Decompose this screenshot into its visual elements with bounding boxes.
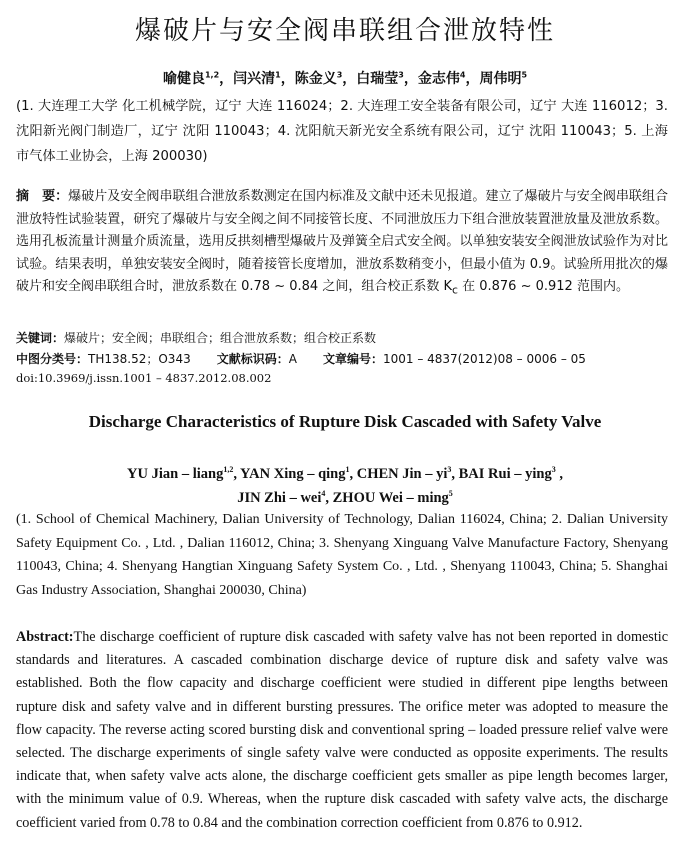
english-authors-line-1: [0, 462, 690, 486]
author-affiliation-marker: 5: [521, 70, 528, 80]
author-separator: ，: [403, 71, 418, 87]
author-affiliation-marker: 1: [345, 465, 350, 475]
author-separator: ,: [233, 466, 241, 482]
english-authors-line-2: [0, 486, 690, 510]
doccode-label: 文献标识码：: [216, 352, 289, 366]
author-separator: ，: [465, 71, 480, 87]
author-separator: ，: [342, 71, 357, 87]
english-abstract-label: Abstract:: [16, 629, 74, 645]
chinese-affiliations: (1. 大连理工大学 化工机械学院，辽宁 大连 116024；2. 大连理工安全装备有限公司，辽宁 大连 116012；3. 沈阳新光阀门制造厂，辽宁 沈阳 110043；4. 沈阳航天新光安全系统有限公司，辽宁 沈阳 110043；5. 上海市气体工业协会，上海 200030): [16, 99, 668, 164]
english-author-list: [0, 462, 690, 510]
author-name: 金志伟: [417, 71, 460, 87]
author-separator: ,: [349, 466, 357, 482]
author-name: YAN Xing – qing: [240, 466, 346, 482]
author-name: YU Jian – liang: [127, 466, 224, 482]
doccode-value: A: [288, 352, 297, 366]
author-affiliation-marker: 3: [447, 465, 452, 475]
chinese-abstract-text: 爆破片及安全阀串联组合泄放系数测定在国内标准及文献中还未见报道。建立了爆破片与安全阀串联组合泄放特性试验装置，研究了爆破片与安全阀之间不同接管长度、不同泄放压力下组合泄放装置泄放量及泄放系数。选用孔板流量计测量介质流量，选用反拱刻槽型爆破片及弹簧全启式安全阀。以单独安装安全阀泄放试验作为对比试验。结果表明，单独安装安全阀时，随着接管长度增加，泄放系数稍变小，但最小值为 0.9。试验所用批次的爆破片和安全阀串联组合时，泄放系数在 0.78 ~ 0.84 之间，组合校正系数 K: [16, 189, 668, 294]
author-affiliation-marker: 5: [448, 489, 453, 499]
article-number-label: 文章编号：: [322, 352, 383, 366]
keywords-label: 关键词：: [16, 331, 65, 345]
chinese-abstract-label: 摘 要：: [16, 189, 69, 204]
english-affiliations: (1. School of Chemical Machinery, Dalian University of Technology, Dalian 116024, China; 2. Dalian University Safety Equipment Co. , Ltd. , Dalian 116012, China; 3. Shenyang Xinguang Valve Manufacture Factory, Shenyang 110043, China; 4. Shenyang Hangtian Xinguang Safety System Co. , Ltd. , Shenyang 110043, China; 5. Shanghai Gas Industry Association, Shanghai 200030, China): [16, 512, 668, 598]
english-abstract: [16, 626, 668, 835]
doi-line: doi:10.3969/j.issn.1001 – 4837.2012.08.002: [16, 371, 272, 385]
author-separator: ，: [219, 71, 234, 87]
clc-label: 中图分类号：: [16, 352, 89, 366]
chinese-title: 爆破片与安全阀串联组合泄放特性: [134, 16, 555, 46]
author-name: 喻健良: [162, 71, 205, 87]
author-affiliation-marker: 3: [398, 70, 404, 80]
author-name: 周伟明: [479, 71, 522, 87]
chinese-abstract: [16, 186, 668, 302]
author-affiliation-marker: 4: [459, 70, 466, 80]
keywords-text: 爆破片；安全阀；串联组合；组合泄放系数；组合校正系数: [64, 331, 377, 345]
chinese-abstract-subscript: c: [451, 283, 458, 297]
author-name: 陈金义: [294, 71, 337, 87]
author-name: ZHOU Wei – ming: [332, 490, 449, 506]
author-affiliation-marker: 3: [551, 465, 556, 475]
chinese-abstract-tail: 在 0.876 ~ 0.912 范围内。: [457, 279, 629, 294]
author-separator: ,: [555, 466, 563, 482]
author-affiliation-marker: 1,2: [223, 465, 234, 475]
author-name: BAI Rui – ying: [458, 466, 552, 482]
chinese-keywords: [16, 329, 668, 346]
author-separator: ,: [451, 466, 459, 482]
author-name: JIN Zhi – wei: [237, 490, 322, 506]
author-affiliation-marker: 3: [336, 70, 343, 80]
author-name: CHEN Jin – yi: [356, 466, 448, 482]
english-abstract-text: The discharge coefficient of rupture disk cascaded with safety valve has not been reported in domestic standards and literatures. A cascaded combination discharge device of rupture disk and safety valve was established. Both the flow capacity and discharge coefficient were studied in different pipe lengths between rupture disk and safety valve and in different bursting pressures. The orifice meter was adopted to measure the flow capacity. The reverse acting scored bursting disk and conventional spring – loaded pressure relief valve were selected. The discharge experiments of single safety valve were conducted as opposite experiments. The results indicate that, when safety valve acts alone, the discharge coefficient gets smaller as pipe length becomes larger, with the minimum value of 0.9. Whereas, when the rupture disk cascaded with safety valve acts, the discharge coefficient varied from 0.78 to 0.84 and the combination correction coefficient from 0.876 to 0.912.: [16, 629, 668, 831]
chinese-author-list: [0, 68, 690, 88]
clc-value: TH138.52；O343: [88, 352, 191, 366]
author-affiliation-marker: 4: [321, 489, 326, 499]
author-name: 白瑞莹: [356, 71, 399, 87]
author-affiliation-marker: 1: [275, 70, 281, 80]
english-title: Discharge Characteristics of Rupture Disk Cascaded with Safety Valve: [88, 412, 602, 431]
classification-line: [16, 350, 668, 367]
author-separator: ，: [280, 71, 295, 87]
author-separator: ,: [325, 490, 333, 506]
author-name: 闫兴清: [233, 71, 276, 87]
article-number-value: 1001 – 4837(2012)08 – 0006 – 05: [382, 352, 586, 366]
author-affiliation-marker: 1,2: [204, 70, 220, 80]
